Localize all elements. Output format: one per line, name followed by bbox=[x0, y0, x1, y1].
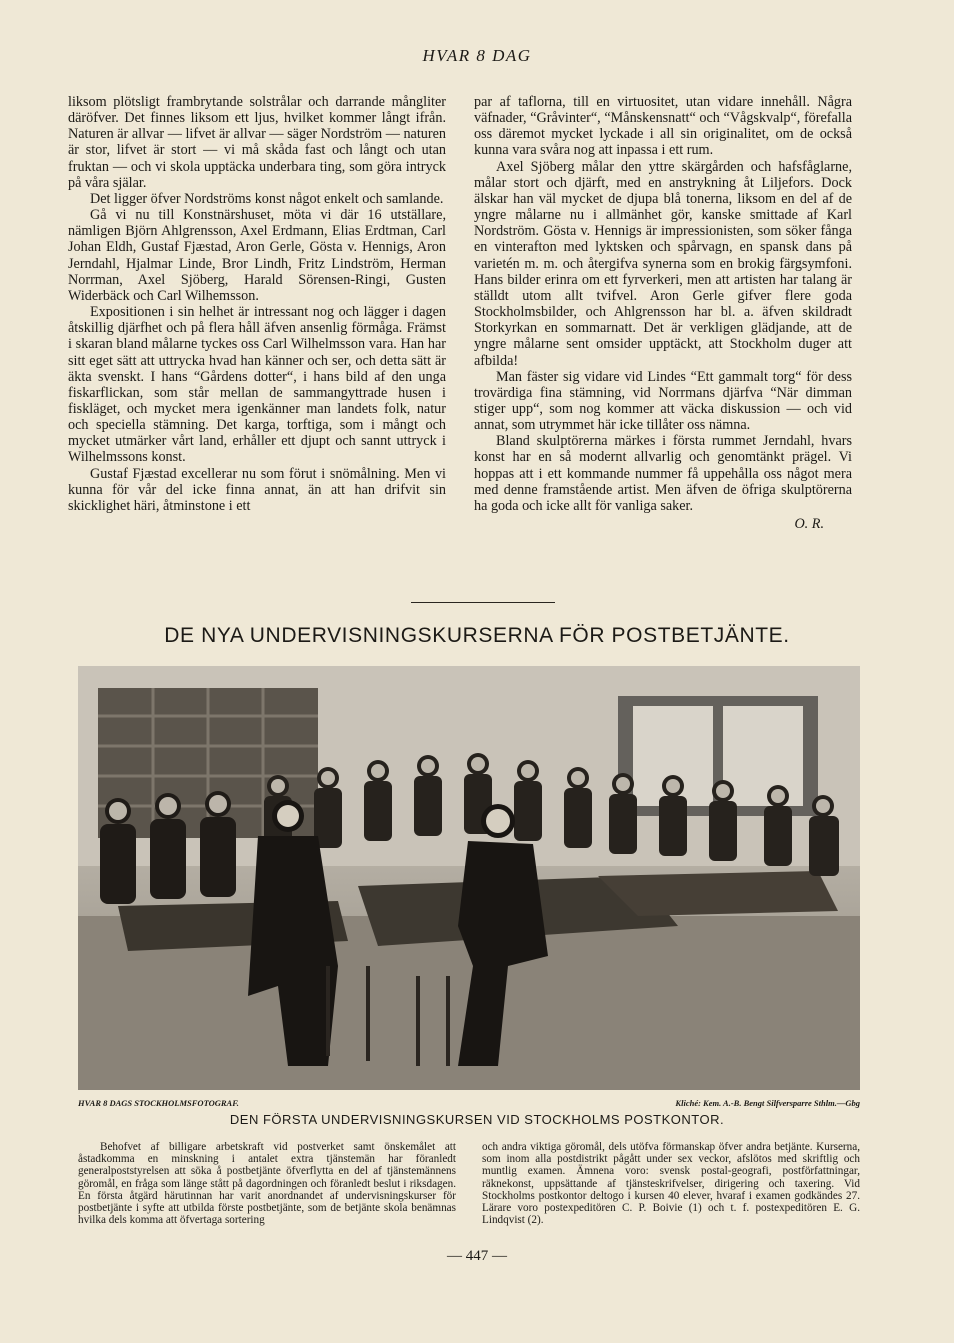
section-divider bbox=[411, 602, 555, 603]
paragraph: liksom plötsligt frambrytande solstrålar och darrande mångliter däröfver. Det finnes liksom ett ljus, hvilket kommer långt ifrån. Naturen är allvar — lifvet är allvar — säger Nordström — naturen är stor, lifvet är stort — vi må skåda fast och långt och utan fruktan — och vi skola upptäcka underbara ting, som göra intryck på våra själar. bbox=[68, 94, 446, 191]
engraver-credit: Kliché: Kem. A.-B. Bengt Silfversparre Sthlm.—Gbg bbox=[675, 1098, 860, 1108]
author-signature: O. R. bbox=[794, 516, 824, 533]
caption-paragraph: Behofvet af billigare arbetskraft vid postverket samt önskemålet att åstadkomma en minskning i antalet extra tjänstemän har föranledt generalpoststyrelsen att söka å postbetjänte öfverflytta en del af tjänstemännens göromål, en fråga som länge stått på dagordningen och föranledt beslut i riksdagen. En första åtgärd härutinnan har varit anordnandet af undervisningskurser för postbetjänte i syfte att utbilda förste postbetjänte, som de betjänte skola benämnas hvilka dels komma att öfvertaga sortering bbox=[78, 1141, 456, 1227]
caption-paragraph: och andra viktiga göromål, dels utöfva förmanskap öfver andra betjänte. Kurserna, som inom alla postdistrikt pågått under sex veckor, afslötos med skriftlig och muntlig examen. Ämnena voro: svensk postal-geografi, postförfattningar, räknekonst, uppsättande af tjänsteskrifvelser, dirigering och taxering. Vid Stockholms postkontor deltogo i kursen 40 elever, hvaraf i examen godkändes 27. Lärare voro postexpeditören C. P. Boivie (1) och t. f. postexpeditören E. G. Lindqvist (2). bbox=[482, 1141, 860, 1227]
paragraph: Bland skulptörerna märkes i första rummet Jerndahl, hvars konst har en så modernt allvarlig och genomtänkt prägel. Vi hoppas att i ett kommande nummer få uppehålla oss något mera med denne framstående artist. Men äfven de öfriga skulptörerna ha goda och icke allt för vanliga saker. bbox=[474, 433, 852, 514]
paragraph: Man fäster sig vidare vid Lindes “Ett gammalt torg“ för dess trovärdiga fina stämning, vid Norrmans djärfva “När dimman stiger upp“, som nog kommer att väcka diskussion — och vid annat, som utrymmet här icke tillåter oss nämna. bbox=[474, 368, 852, 434]
running-head: HVAR 8 DAG bbox=[422, 46, 532, 65]
photographer-credit: HVAR 8 DAGS STOCKHOLMSFOTOGRAF. bbox=[78, 1098, 239, 1108]
photo-credits bbox=[78, 1098, 860, 1112]
class-photograph bbox=[78, 666, 860, 1090]
paragraph: par af taflorna, till en virtuositet, utan vidare innehåll. Några väfnader, “Gråvinter“, “Månskensnatt“ och “Vågskvalp“, förefalla oss däremot mycket lyckade i all sin originalitet, om de också kunna vara svåra nog att inpassa i ett rum. bbox=[474, 94, 852, 159]
paragraph: Det ligger öfver Nordströms konst något enkelt och samlande. bbox=[90, 190, 444, 207]
paragraph: Gustaf Fjæstad excellerar nu som förut i snömålning. Men vi kunna för vår del icke finna annat, än att han drifvit sin skicklighet häri, åtminstone i ett bbox=[68, 465, 446, 514]
photograph-illustration bbox=[78, 666, 860, 1090]
right-text-column bbox=[474, 94, 852, 532]
paragraph: Expositionen i sin helhet är intressant nog och lägger i dagen åtskillig djärfhet och på flera håll äfven ansenlig förmåga. Främst i skaran bland målarne tyckes oss Carl Wilhelmsson vara. Han har sitt eget sätt att uttrycka hvad han känner och ser, och detta sätt är äkta svenskt. I hans “Gårdens dotter“, i hans bild af den unga fiskarflickan, som står mellan de sammangyttrade husen i fiskläget, och mycket mera igenkänner man landets folk, natur och speciella stämning. Det karga, torftiga, som i mångt och mycket utmärker vårt land, erhåller ett djupt och sannt uttryck i Wilhelmssons konst. bbox=[68, 304, 446, 466]
article-headline: DE NYA UNDERVISNINGSKURSERNA FÖR POSTBETJÄNTE. bbox=[164, 624, 790, 647]
paragraph: Gå vi nu till Konstnärshuset, möta vi där 16 utställare, nämligen Björn Ahlgrensson, Axel Erdmann, Elias Erdtman, Carl Johan Eldh, Gustaf Fjæstad, Aron Gerle, Gösta v. Hennigs, Aron Jerndahl, Hjalmar Linde, Bror Lindh, Fritz Lindström, Herman Norrman, Axel Sjöberg, Harald Sörensen-Ringi, Gusten Widerbäck och Carl Wilhemsson. bbox=[68, 207, 446, 304]
left-text-column bbox=[68, 94, 446, 514]
caption-text-left bbox=[78, 1141, 456, 1226]
caption-text-right bbox=[482, 1141, 860, 1226]
page-number: — 447 — bbox=[447, 1248, 507, 1264]
paragraph: Axel Sjöberg målar den yttre skärgården och hafsfåglarne, målar stort och djärft, med en anstrykning åt Liljefors. Dock älskar han väl mycket de djupa blå tonerna, liksom en del af de yngre målarne nu i allmänhet gör, kanske smittade af Karl Nordström. Gösta v. Hennigs är impressionisten, som söker fånga en vinterafton med lyktsken och spårvagn, en spansk dans på varietén m. m. och återgifva synerna som en brokig färgsymfoni. Hans bilder erinra om ett fyrverkeri, men att artisten har talang är ställdt utom allt tvifvel. Aron Gerle gifver flere goda Stockholmsbilder, och Ahlgrensson har bl. a. äfven skildradt Storkyrkan en sommarnatt. Det är verkligen glädjande, att de yngre målarne sent omsider upptäckt, att Stockholm duger att afbilda! bbox=[474, 158, 852, 369]
photo-caption-title: DEN FÖRSTA UNDERVISNINGSKURSEN VID STOCKHOLMS POSTKONTOR. bbox=[229, 1112, 725, 1127]
